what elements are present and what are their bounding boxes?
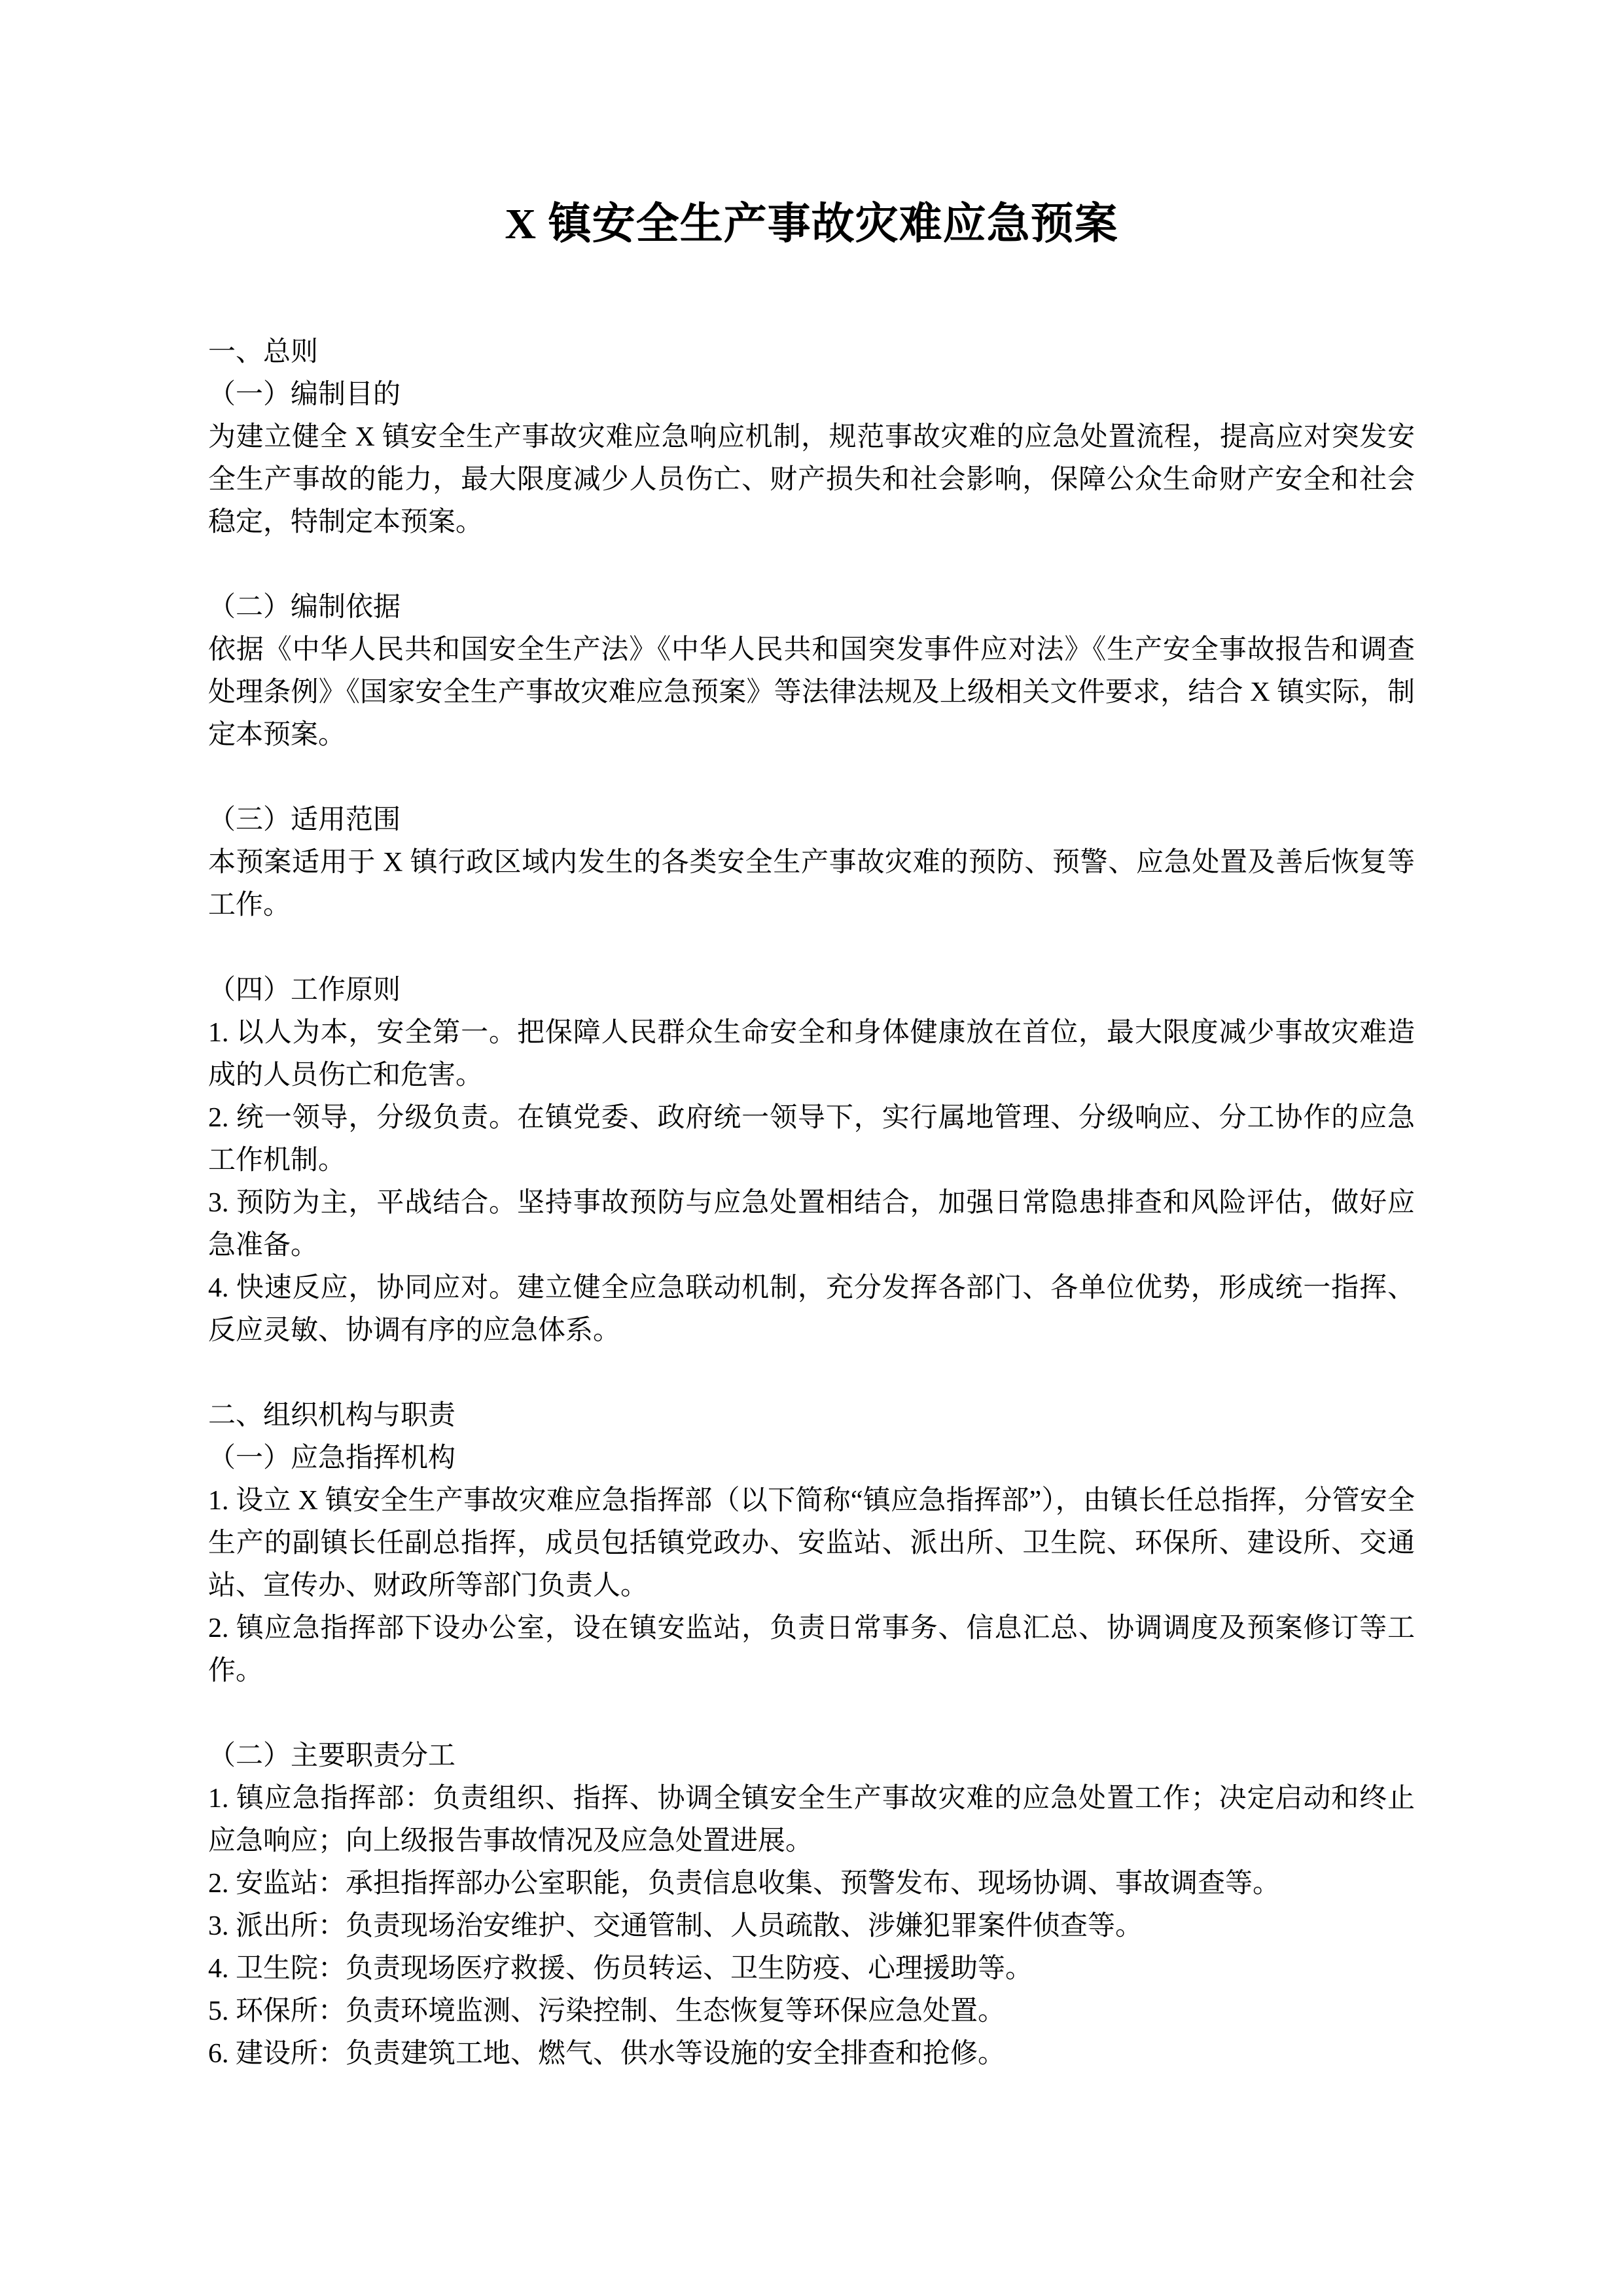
heading-compilation-purpose: （一）编制目的 (208, 380, 401, 410)
para-duty-health-center: 4. 卫生院：负责现场医疗救援、伤员转运、卫生防疫、心理援助等。 (208, 1954, 1033, 1984)
para-command-1: 1. 设立 X 镇安全生产事故灾难应急指挥部（以下简称“镇应急指挥部”），由镇长任总指挥，分管安全生产的副镇长任副总指挥，成员包括镇党政办、安监站、派出所、卫生院、环保所、建设所、交通站、宣传办、财政所等部门负责人。 (208, 1486, 1415, 1601)
document-title: X 镇安全生产事故灾难应急预案 (505, 200, 1118, 248)
para-scope: 本预案适用于 X 镇行政区域内发生的各类安全生产事故灾难的预防、预警、应急处置及善后恢复等工作。 (208, 848, 1415, 920)
para-principle-3: 3. 预防为主，平战结合。坚持事故预防与应急处置相结合，加强日常隐患排查和风险评估，做好应急准备。 (208, 1188, 1415, 1261)
section-scope (208, 799, 1415, 927)
para-principle-4: 4. 快速反应，协同应对。建立健全应急联动机制，充分发挥各部门、各单位优势，形成统一指挥、反应灵敏、协调有序的应急体系。 (208, 1273, 1415, 1346)
heading-general-rules: 一、总则 (208, 337, 319, 367)
para-duty-command-hq: 1. 镇应急指挥部：负责组织、指挥、协调全镇安全生产事故灾难的应急处置工作；决定启动和终止应急响应；向上级报告事故情况及应急处置进展。 (208, 1784, 1415, 1856)
section-general-rules (208, 331, 1415, 544)
section-work-principles (208, 969, 1415, 1352)
heading-scope: （三）适用范围 (208, 805, 401, 835)
para-command-2: 2. 镇应急指挥部下设办公室，设在镇安监站，负责日常事务、信息汇总、协调调度及预案修订等工作。 (208, 1613, 1415, 1686)
para-duty-police-station: 3. 派出所：负责现场治安维护、交通管制、人员疏散、涉嫌犯罪案件侦查等。 (208, 1911, 1143, 1941)
para-compilation-basis: 依据《中华人民共和国安全生产法》《中华人民共和国突发事件应对法》《生产安全事故报告和调查处理条例》《国家安全生产事故灾难应急预案》等法律法规及上级相关文件要求，结合 X 镇实际，制定本预案。 (208, 635, 1415, 750)
section-compilation-basis (208, 586, 1415, 757)
heading-organization: 二、组织机构与职责 (208, 1401, 456, 1431)
para-compilation-purpose: 为建立健全 X 镇安全生产事故灾难应急响应机制，规范事故灾难的应急处置流程，提高应对突发安全生产事故的能力，最大限度减少人员伤亡、财产损失和社会影响，保障公众生命财产安全和社会稳定，特制定本预案。 (208, 422, 1415, 537)
heading-duties: （二）主要职责分工 (208, 1741, 456, 1771)
heading-compilation-basis: （二）编制依据 (208, 592, 401, 622)
heading-work-principles: （四）工作原则 (208, 975, 401, 1005)
section-duties (208, 1735, 1415, 2075)
para-principle-2: 2. 统一领导，分级负责。在镇党委、政府统一领导下，实行属地管理、分级响应、分工协作的应急工作机制。 (208, 1103, 1415, 1175)
para-duty-construction-office: 6. 建设所：负责建筑工地、燃气、供水等设施的安全排查和抢修。 (208, 2039, 1006, 2069)
para-duty-environment-office: 5. 环保所：负责环境监测、污染控制、生态恢复等环保应急处置。 (208, 1996, 1006, 2026)
heading-command-structure: （一）应急指挥机构 (208, 1443, 456, 1473)
section-organization (208, 1395, 1415, 1693)
para-principle-1: 1. 以人为本，安全第一。把保障人民群众生命安全和身体健康放在首位，最大限度减少事故灾难造成的人员伤亡和危害。 (208, 1018, 1415, 1090)
para-duty-safety-station: 2. 安监站：承担指挥部办公室职能，负责信息收集、预警发布、现场协调、事故调查等。 (208, 1869, 1281, 1899)
